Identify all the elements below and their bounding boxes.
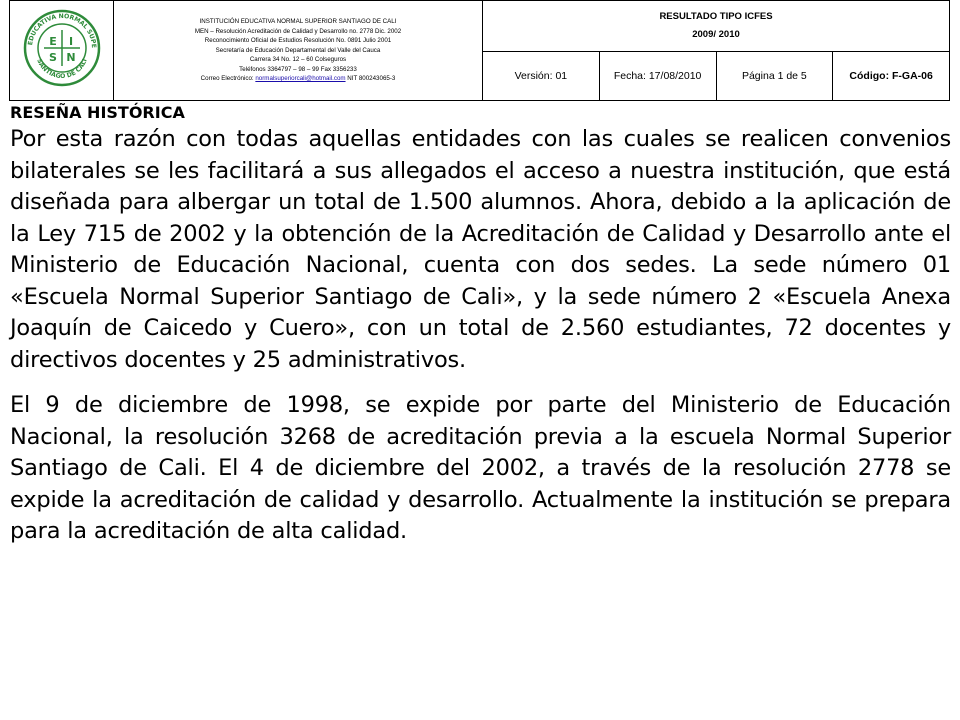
institution-info: [114, 1, 483, 101]
seal-letter-s: S: [48, 51, 57, 64]
email-line: [114, 74, 482, 84]
email-link[interactable]: normalsuperiorcali@hotmail.com: [255, 75, 346, 83]
document-body: [10, 101, 951, 548]
seal-ring-text: EDUCATIVA NORMAL SUPE: [26, 12, 97, 49]
document-header: [9, 0, 950, 101]
page-cell: Página 1 de 5: [716, 52, 833, 101]
recognition-line: Reconocimiento Oficial de Estudios Resolución No. 0891 Julio 2001: [204, 37, 392, 45]
result-title-cell: [483, 1, 950, 52]
seal-letter-n: N: [65, 51, 76, 64]
institution-name: INSTITUCIÓN EDUCATIVA NORMAL SUPERIOR SANTIAGO DE CALI: [199, 17, 397, 25]
result-year: 2009/ 2010: [692, 29, 740, 40]
email-label: Correo Electrónico:: [200, 75, 254, 83]
phone-line: Teléfonos 3364797 – 98 – 99 Fax 3356233: [239, 65, 357, 73]
paragraph-1: Por esta razón con todas aquellas entidades con las cuales se realicen convenios bilaterales se les facilitará a sus allegados el acceso a nuestra institución, que está diseñada para albergar un total de 1.500 alumnos. Ahora, debido a la aplicación de la Ley 715 de 2002 y la obtención de la Acreditación de Calidad y Desarrollo ante el Ministerio de Educación Nacional, cuenta con dos sedes. La sede número 01 «Escuela Normal Superior Santiago de Cali», y la sede número 2 «Escuela Anexa Joaquín de Caicedo y Cuero», con un total de 2.560 estudiantes, 72 docentes y directivos docentes y 25 administrativos.: [10, 126, 951, 373]
seal-letter-i: I: [68, 35, 73, 48]
code-cell: Código: F-GA-06: [833, 52, 950, 101]
school-seal-icon: [22, 8, 102, 88]
logo-cell: [10, 1, 114, 101]
address-line: Carrera 34 No. 12 – 60 Colseguros: [249, 56, 347, 64]
seal-ring-bottom-text: SANTIAGO DE CALI: [34, 57, 89, 81]
section-title: RESEÑA HISTÓRICA: [10, 103, 185, 122]
nit-text: NIT 800243065-3: [347, 75, 396, 83]
accreditation-line: MEN – Resolución Acreditación de Calidad y Desarrollo no. 2778 Dic. 2002: [194, 27, 402, 35]
seal-letter-e: E: [48, 35, 57, 48]
version-cell: Versión: 01: [483, 52, 600, 101]
secretary-line: Secretaría de Educación Departamental del Valle del Cauca: [215, 46, 381, 54]
result-title: RESULTADO TIPO ICFES: [659, 11, 773, 22]
date-cell: Fecha: 17/08/2010: [599, 52, 716, 101]
paragraph-2: El 9 de diciembre de 1998, se expide por parte del Ministerio de Educación Nacional, la resolución 3268 de acreditación previa a la escuela Normal Superior Santiago de Cali. El 4 de diciembre del 2002, a través de la resolución 2778 se expide la acreditación de calidad y desarrollo. Actualmente la institución se prepara para la acreditación de alta calidad.: [10, 392, 951, 544]
